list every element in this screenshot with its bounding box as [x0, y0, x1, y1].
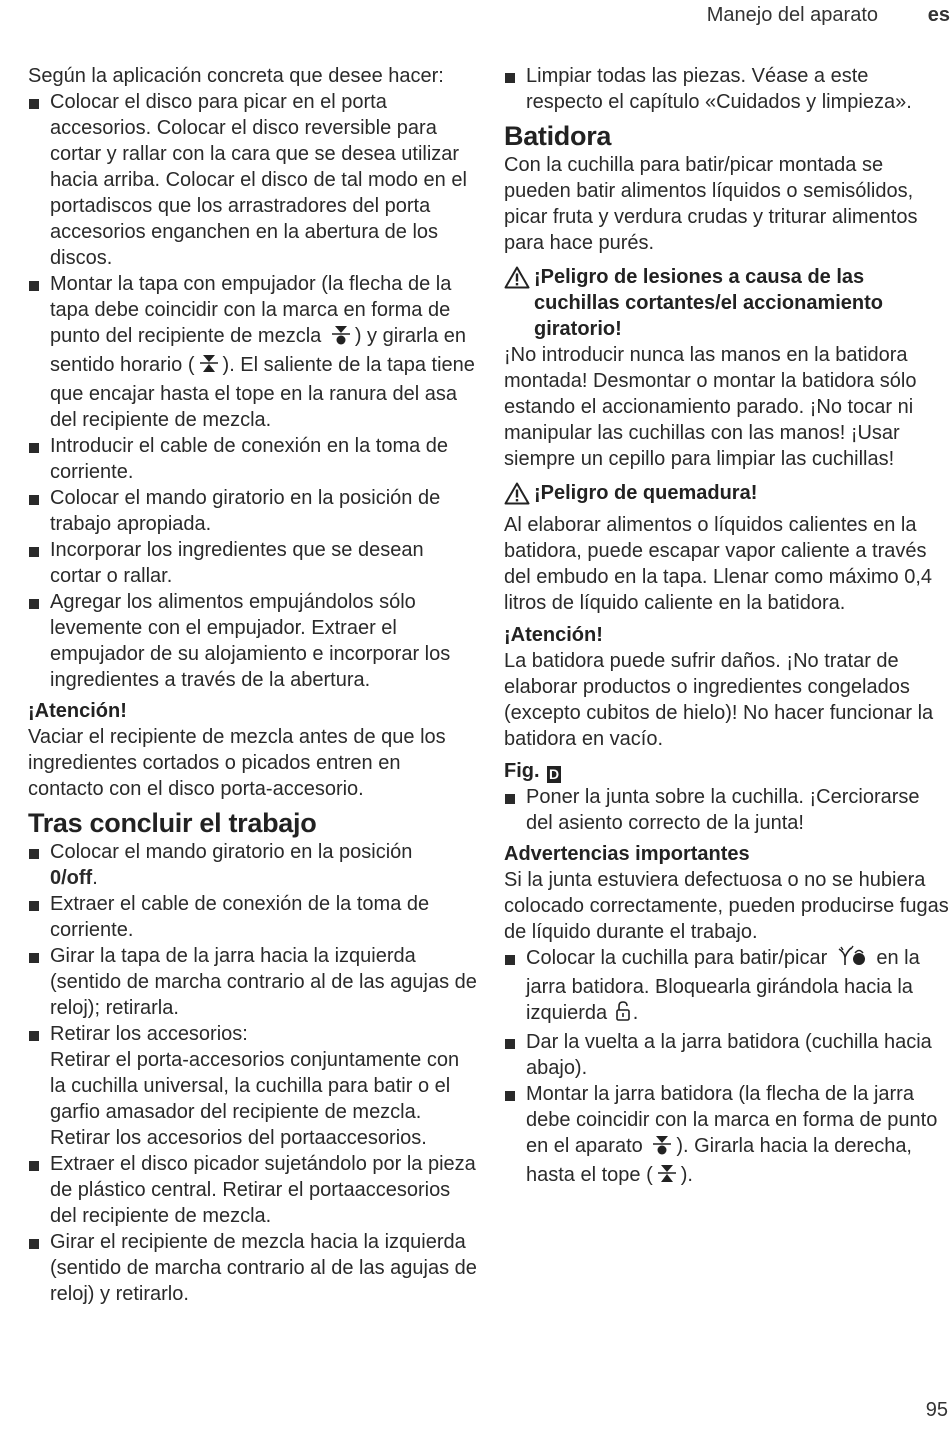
list-item	[28, 839, 478, 891]
lid-align-dot-icon	[650, 1133, 674, 1162]
intro-text: Según la aplicación concreta que desee hacer:	[28, 65, 444, 87]
blender-steps	[504, 945, 950, 1191]
attention-heading: ¡Atención!	[28, 700, 127, 722]
page-number: 95	[925, 1399, 948, 1421]
gasket-step	[504, 784, 950, 836]
list-item-text: ). El saliente de la tapa tiene que encajar hasta el tope en la ranura del asa del recipiente de mezcla.	[50, 354, 475, 431]
warning-triangle-icon	[504, 264, 534, 342]
list-item: Incorporar los ingredientes que se desean cortar o rallar.	[28, 537, 478, 589]
list-item: Limpiar todas las piezas. Véase a este respecto el capítulo «Cuidados y limpieza».	[504, 63, 950, 115]
figure-letter: D	[549, 766, 560, 782]
assembly-steps	[28, 89, 478, 693]
list-item-text: Colocar el mando giratorio en la posición	[50, 841, 413, 863]
intro-text: Con la cuchilla para batir/picar montada se pueden batir alimentos líquidos o semisólidos, picar fruta y verdura crudas y triturar alimentos para hace purés.	[504, 154, 918, 254]
list-item: Introducir el cable de conexión en la toma de corriente.	[28, 433, 478, 485]
list-item: Poner la junta sobre la cuchilla. ¡Cerciorarse del asiento correcto de la junta!	[504, 784, 950, 836]
off-position-label: 0/off	[50, 867, 93, 889]
list-item: Girar la tapa de la jarra hacia la izquierda (sentido de marcha contrario al de las agujas de reloj); retirarla.	[28, 943, 478, 1021]
warning-text: ¡No introducir nunca las manos en la batidora montada! Desmontar o montar la batidora sólo estando el accionamiento parado. ¡No tocar ni manipular las cuchillas con las manos! ¡Usar siempre un cepillo para limpiar las cuchillas!	[504, 344, 917, 470]
lid-align-dot-icon	[329, 323, 353, 352]
warning-heading	[504, 264, 950, 342]
warning-heading	[504, 480, 950, 512]
list-item: Extraer el disco picador sujetándolo por la pieza de plástico central. Retirar el portaaccesorios del recipiente de mezcla.	[28, 1151, 478, 1229]
list-item-text: Colocar la cuchilla para batir/picar	[526, 947, 833, 969]
list-item	[504, 945, 950, 1029]
list-item-text: Retirar los accesorios:	[50, 1023, 248, 1045]
blade-icon	[835, 945, 869, 974]
list-item	[504, 1081, 950, 1191]
attention-text: Vaciar el recipiente de mezcla antes de que los ingredientes cortados o picados entren en contacto con el disco porta-accesorio.	[28, 726, 446, 800]
list-item-text: .	[632, 1002, 639, 1024]
cleaning-step	[504, 63, 950, 115]
list-item	[28, 271, 478, 433]
list-item: Colocar el mando giratorio en la posición de trabajo apropiada.	[28, 485, 478, 537]
attention-text: La batidora puede sufrir daños. ¡No tratar de elaborar productos o ingredientes congelados (excepto cubitos de hielo)! No hacer funcionar la batidora en vacío.	[504, 650, 934, 750]
warning-title: ¡Peligro de quemadura!	[534, 482, 758, 504]
warning-text: Al elaborar alimentos o líquidos calientes en la batidora, puede escapar vapor caliente a través del embudo en la tapa. Llenar como máximo 0,4 litros de líquido caliente en la batidora.	[504, 514, 933, 614]
important-notes-heading: Advertencias importantes	[504, 843, 750, 865]
list-item-text: Montar la tapa con empujador (la flecha de la tapa debe coincidir con la marca en forma de punto del recipiente de mezcla	[50, 273, 452, 347]
list-item: Dar la vuelta a la jarra batidora (cuchilla hacia abajo).	[504, 1029, 950, 1081]
after-work-steps	[28, 839, 478, 1307]
section-heading: Batidora	[504, 121, 612, 151]
left-column	[28, 63, 478, 1307]
list-item-text: en la jarra batidora. Bloquearla girándola hacia la izquierda	[526, 947, 920, 1024]
language-code: es	[927, 4, 950, 26]
warning-triangle-icon	[504, 480, 534, 512]
list-item-text: ). Girarla hacia la derecha, hasta el tope (	[526, 1135, 912, 1186]
attention-heading: ¡Atención!	[504, 624, 603, 646]
list-item-text: Retirar el porta-accesorios conjuntamente con la cuchilla universal, la cuchilla para batir o el garfio amasador del recipiente de mezcla. Retirar los accesorios del portaaccesorios.	[50, 1049, 460, 1149]
list-item-text: .	[92, 867, 98, 889]
list-item: Colocar el disco para picar en el porta accesorios. Colocar el disco reversible para cortar y rallar con la cara que se desea utilizar hacia arriba. Colocar el disco de tal modo en el portadiscos que los arrastradores del porta accesorios enganchen en la abertura de los discos.	[28, 89, 478, 271]
list-item: Extraer el cable de conexión de la toma de corriente.	[28, 891, 478, 943]
list-item-text: ) y girarla en sentido horario (	[50, 325, 466, 376]
page-header	[0, 0, 950, 30]
section-title: Manejo del aparato	[706, 4, 878, 26]
figure-reference	[504, 758, 950, 784]
right-column	[504, 63, 950, 1191]
list-item-text: ).	[680, 1164, 693, 1186]
list-item	[28, 1021, 478, 1151]
list-item: Girar el recipiente de mezcla hacia la izquierda (sentido de marcha contrario al de las agujas de reloj) y retirarlo.	[28, 1229, 478, 1307]
padlock-open-icon	[615, 1000, 631, 1029]
section-heading: Tras concluir el trabajo	[28, 808, 317, 838]
figure-label: Fig.	[504, 760, 540, 782]
warning-title: ¡Peligro de lesiones a causa de las cuchillas cortantes/el accionamiento giratorio!	[534, 266, 884, 340]
lid-lock-icon	[655, 1162, 679, 1191]
list-item-text: Montar la jarra batidora (la flecha de la jarra debe coincidir con la marca en forma de punto en el aparato	[526, 1083, 938, 1157]
important-notes-text: Si la junta estuviera defectuosa o no se hubiera colocado correctamente, pueden producirse fugas de líquido durante el trabajo.	[504, 869, 949, 943]
lid-lock-icon	[197, 352, 221, 381]
list-item: Agregar los alimentos empujándolos sólo levemente con el empujador. Extraer el empujador de su alojamiento e incorporar los ingredientes a través de la abertura.	[28, 589, 478, 693]
